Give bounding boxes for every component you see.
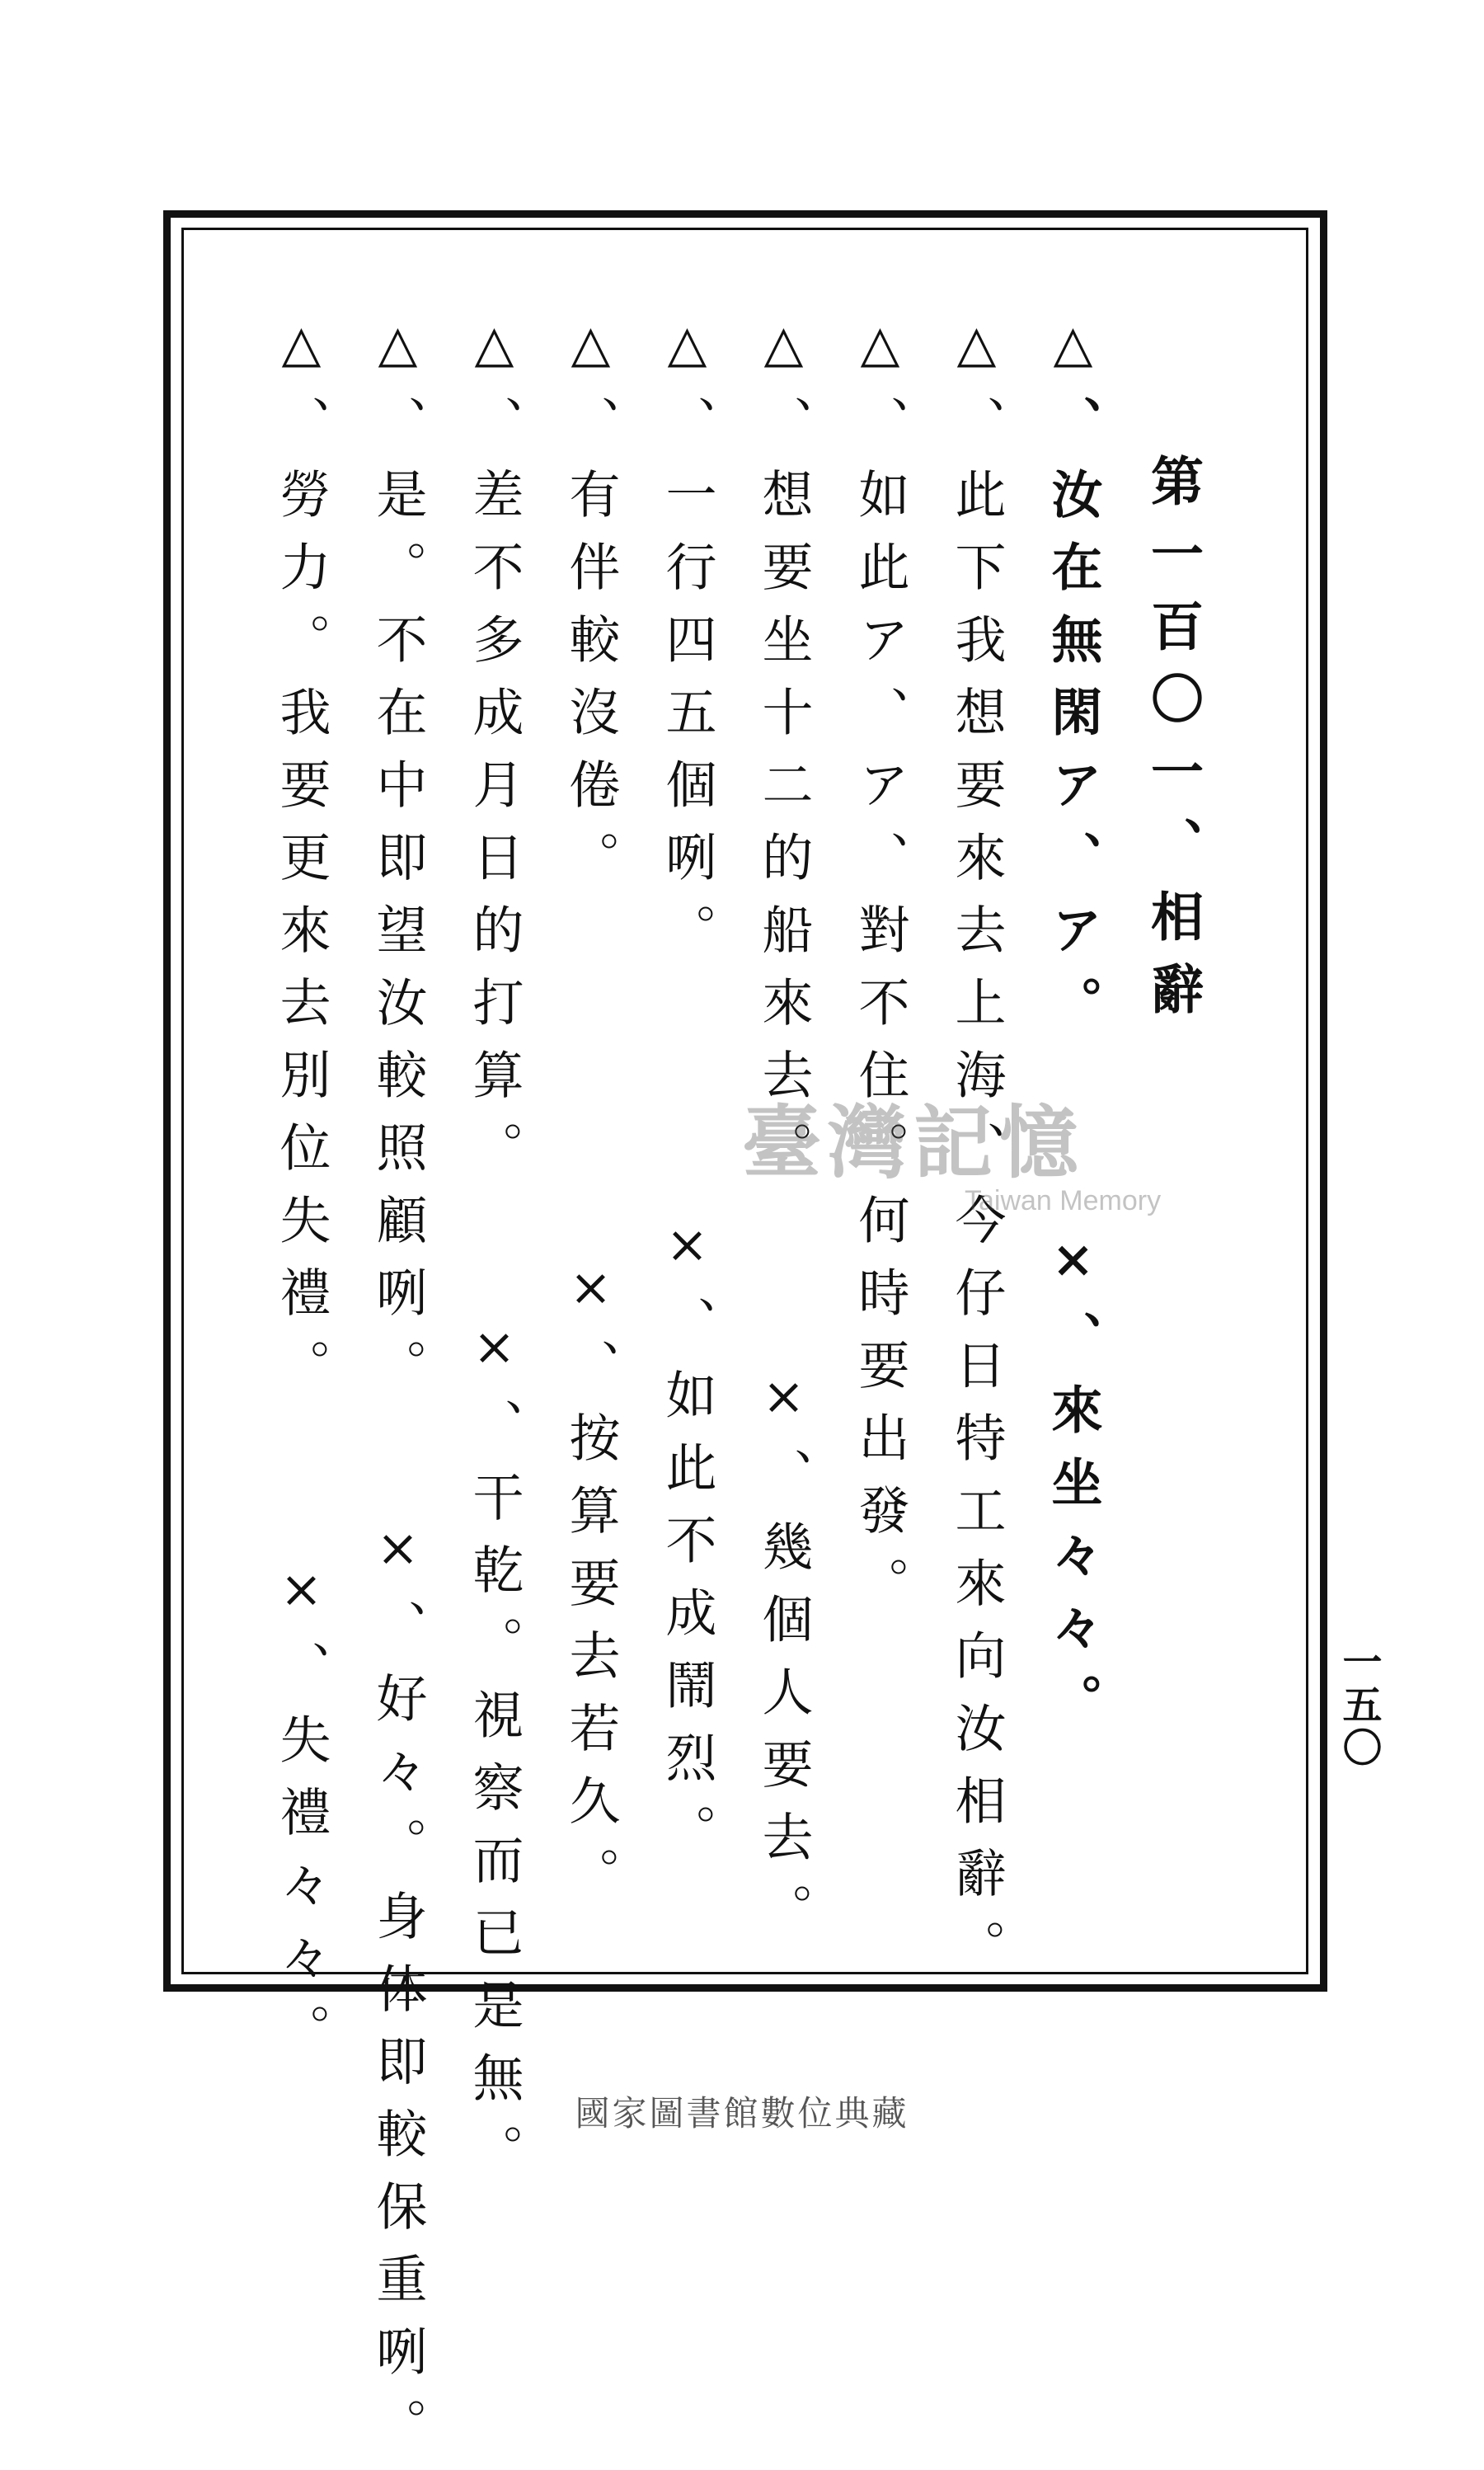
dialogue-line-8 bbox=[368, 313, 428, 2470]
speaker-a-text: △、差不多成月日的打算。 bbox=[464, 313, 524, 1193]
watermark-logo bbox=[742, 1080, 1204, 1237]
dialogue-line-7 bbox=[464, 313, 524, 2196]
dialogue-line-3 bbox=[850, 313, 910, 1629]
speaker-b-text: ×、幾個人要去。 bbox=[754, 1366, 814, 1955]
speaker-a-text: △、如此ア、ア、對不住。何時要出發。 bbox=[850, 313, 910, 1629]
dialogue-line-5 bbox=[657, 313, 717, 1876]
speaker-b-text: ×、失禮々々。 bbox=[271, 1559, 331, 2076]
page-number: 一五〇 bbox=[1336, 1641, 1382, 1770]
speaker-b-text: ×、如此不成鬧烈。 bbox=[657, 1214, 717, 1876]
speaker-a-text: △、此下我想要來去上海、今仔日特工來向汝相辭。 bbox=[946, 313, 1007, 1992]
speaker-a-text: △、汝在無閑ア、ア。 bbox=[1043, 313, 1103, 1048]
speaker-a-text: △、一行四五個咧。 bbox=[657, 313, 717, 976]
speaker-b-text: ×、來坐々々。 bbox=[1043, 1229, 1103, 1746]
speaker-b-text: ×、按算要去若久。 bbox=[561, 1257, 621, 1919]
dialogue-line-6 bbox=[561, 313, 621, 1919]
lesson-title: 第一百〇一、相辭 bbox=[1142, 454, 1204, 1034]
speaker-b-text: ×、干乾。視察而已是無。 bbox=[464, 1316, 524, 2196]
watermark-sub-text: Taiwan Memory bbox=[965, 1185, 1162, 1216]
speaker-a-text: △、是。不在中即望汝較照顧咧。 bbox=[368, 313, 428, 1411]
speaker-a-text: △、想要坐十二的船來去。 bbox=[754, 313, 814, 1193]
speaker-a-text: △、勞力。我要更來去別位失禮。 bbox=[271, 313, 331, 1411]
speaker-b-text: ×、好々。身体即較保重咧。 bbox=[368, 1517, 428, 2470]
watermark-main-text: 臺灣記憶 bbox=[742, 1096, 1085, 1189]
dialogue-line-9 bbox=[271, 313, 331, 2076]
speaker-a-text: △、有伴較沒倦。 bbox=[561, 313, 621, 903]
library-footer: 國家圖書館數位典藏 bbox=[575, 2093, 909, 2134]
dialogue-line-1 bbox=[1043, 313, 1103, 1746]
